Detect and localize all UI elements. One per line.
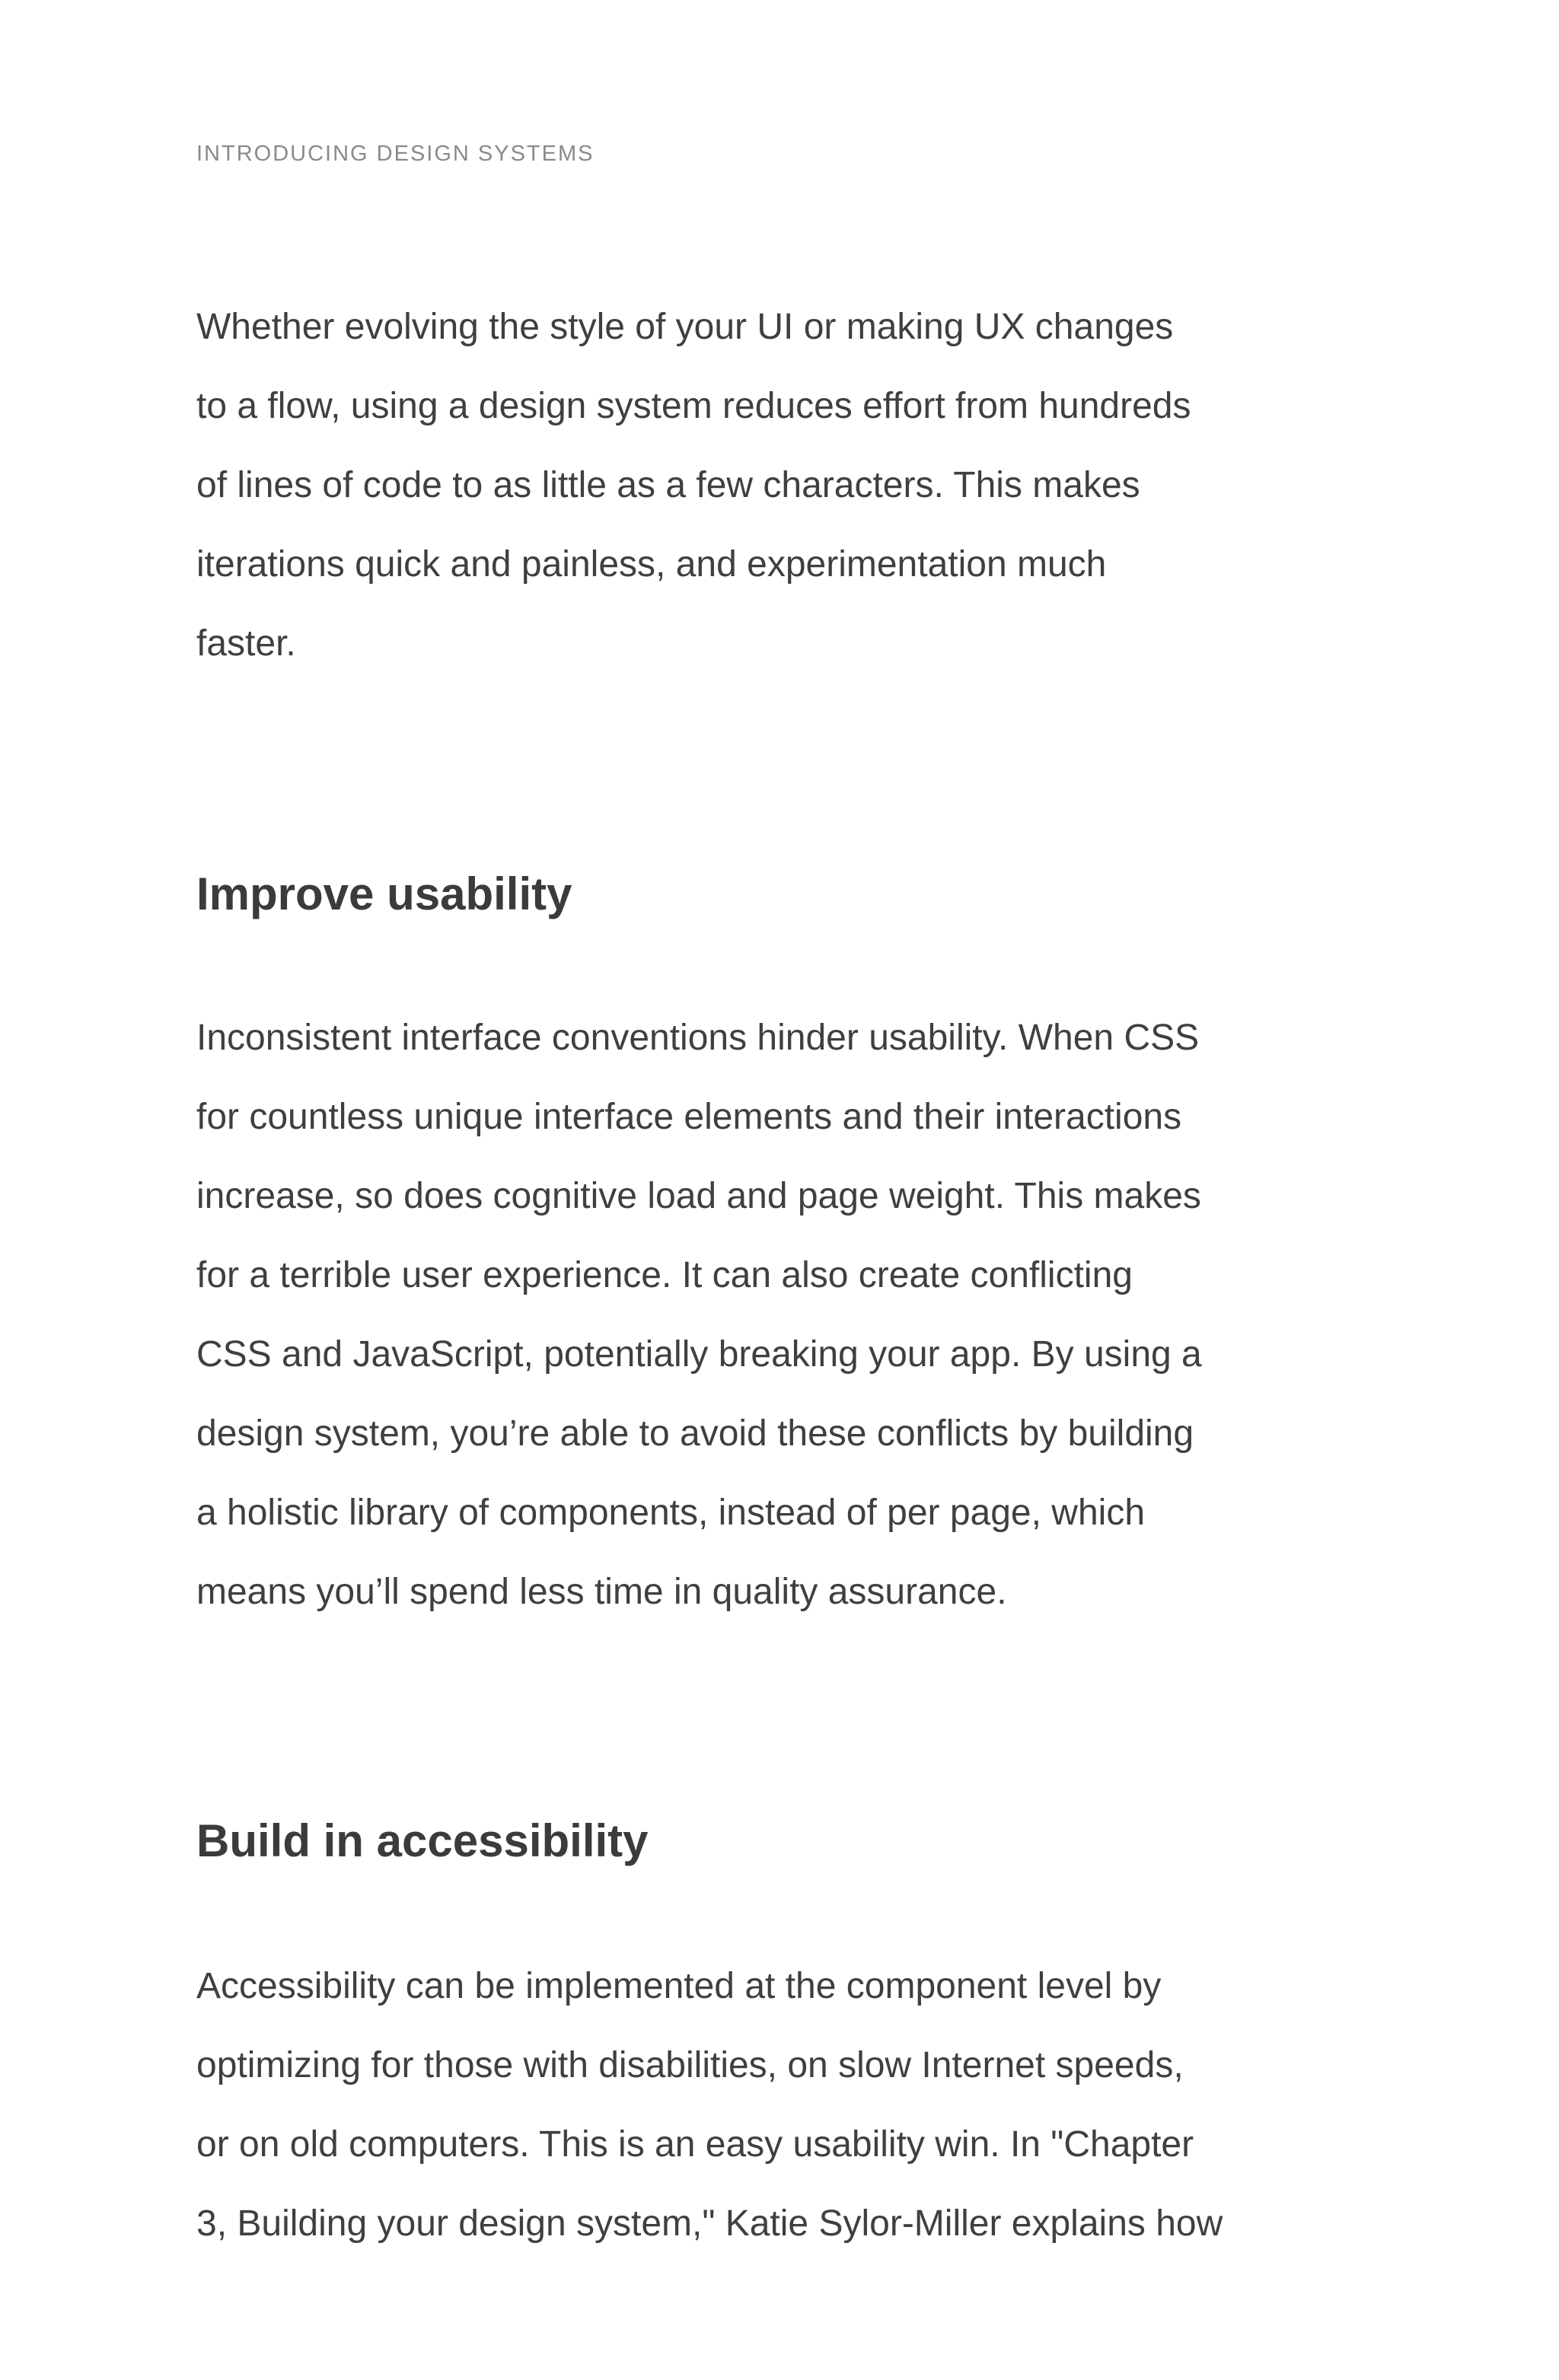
paragraph-line: means you’ll spend less time in quality assurance. xyxy=(196,1572,1007,1612)
paragraph-line: optimizing for those with disabilities, on slow Internet speeds, xyxy=(196,2045,1184,2085)
paragraph-line: iterations quick and painless, and experimentation much xyxy=(196,544,1107,585)
paragraph-line: design system, you’re able to avoid these conflicts by building xyxy=(196,1413,1194,1454)
section-heading-improve-usability: Improve usability xyxy=(196,868,572,919)
paragraph-line: for a terrible user experience. It can also create conflicting xyxy=(196,1255,1133,1295)
paragraph-line: 3, Building your design system," Katie Sylor-Miller explains how xyxy=(196,2203,1223,2244)
paragraph-line: faster. xyxy=(196,623,296,664)
usability-paragraph xyxy=(196,999,1384,1632)
paragraph-line: or on old computers. This is an easy usability win. In "Chapter xyxy=(196,2124,1194,2165)
paragraph-line: Whether evolving the style of your UI or making UX changes xyxy=(196,307,1174,347)
running-head: INTRODUCING DESIGN SYSTEMS xyxy=(196,142,595,166)
accessibility-paragraph xyxy=(196,1947,1384,2264)
section-heading-build-in-accessibility: Build in accessibility xyxy=(196,1815,649,1866)
paragraph-line: increase, so does cognitive load and page weight. This makes xyxy=(196,1176,1201,1216)
paragraph-line: of lines of code to as little as a few characters. This makes xyxy=(196,465,1140,505)
paragraph-line: Accessibility can be implemented at the component level by xyxy=(196,1966,1162,2006)
paragraph-line: for countless unique interface elements and their interactions xyxy=(196,1097,1182,1137)
paragraph-line: a holistic library of components, instead of per page, which xyxy=(196,1493,1146,1533)
paragraph-line: Inconsistent interface conventions hinder usability. When CSS xyxy=(196,1018,1200,1058)
paragraph-line: to a flow, using a design system reduces effort from hundreds xyxy=(196,386,1191,426)
intro-paragraph xyxy=(196,288,1384,683)
paragraph-line: CSS and JavaScript, potentially breaking your app. By using a xyxy=(196,1334,1202,1375)
